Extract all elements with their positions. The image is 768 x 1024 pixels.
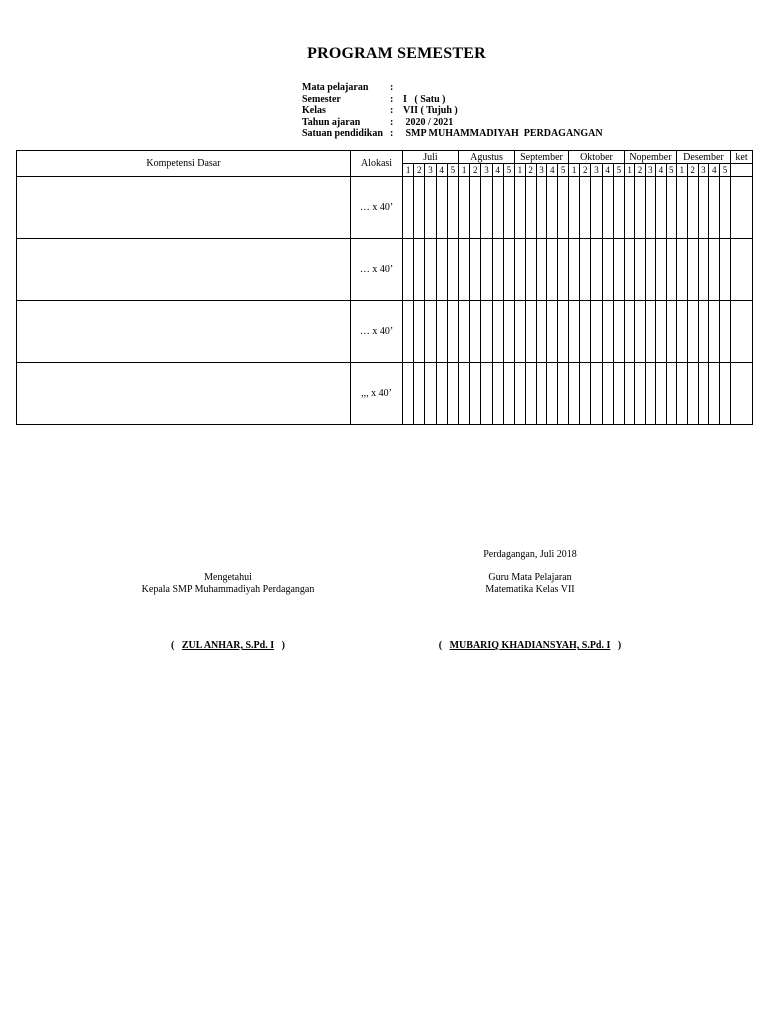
kompetensi-dasar-cell <box>17 239 351 301</box>
header-week-number: 4 <box>709 164 720 177</box>
header-week-number: 4 <box>492 164 503 177</box>
week-cell <box>470 301 481 363</box>
table-row <box>17 301 753 363</box>
header-week-number: 3 <box>425 164 436 177</box>
info-row-tahun-ajaran <box>302 117 603 129</box>
week-cell <box>503 177 514 239</box>
alokasi-cell: ,,, x 40’ <box>351 363 403 425</box>
week-cell <box>492 239 503 301</box>
info-label: Kelas <box>302 105 326 116</box>
info-colon: : <box>390 105 394 116</box>
week-cell <box>635 363 645 425</box>
week-cell <box>525 363 536 425</box>
week-cell <box>676 363 687 425</box>
week-cell <box>645 301 655 363</box>
left-paren-close: ) <box>281 640 285 651</box>
week-cell <box>459 363 470 425</box>
alokasi-cell: … x 40’ <box>351 239 403 301</box>
week-cell <box>676 301 687 363</box>
place-date: Perdagangan, Juli 2018 <box>483 549 577 560</box>
header-week-number: 1 <box>514 164 525 177</box>
right-signatory <box>418 640 642 651</box>
week-cell <box>470 177 481 239</box>
header-week-number: 3 <box>645 164 655 177</box>
week-cell <box>525 239 536 301</box>
week-cell <box>709 363 720 425</box>
week-cell <box>613 239 624 301</box>
week-cell <box>425 239 436 301</box>
week-cell <box>602 177 613 239</box>
page-title: PROGRAM SEMESTER <box>307 45 486 62</box>
week-cell <box>709 239 720 301</box>
week-cell <box>436 239 447 301</box>
week-cell <box>720 301 731 363</box>
week-cell <box>558 301 569 363</box>
week-cell <box>624 177 634 239</box>
left-paren-open: ( <box>171 640 175 651</box>
week-cell <box>503 239 514 301</box>
week-cell <box>676 177 687 239</box>
week-cell <box>687 363 698 425</box>
kompetensi-dasar-cell <box>17 301 351 363</box>
header-week-number: 5 <box>613 164 624 177</box>
header-week-number: 2 <box>635 164 645 177</box>
header-week-number: 5 <box>720 164 731 177</box>
header-week-number: 1 <box>459 164 470 177</box>
alokasi-cell: … x 40’ <box>351 177 403 239</box>
week-cell <box>580 301 591 363</box>
info-row-mata-pelajaran <box>302 82 603 94</box>
week-cell <box>558 177 569 239</box>
week-cell <box>698 177 709 239</box>
week-cell <box>525 301 536 363</box>
header-week-number: 2 <box>687 164 698 177</box>
ket-cell <box>730 239 752 301</box>
header-week-number: 3 <box>591 164 602 177</box>
header-ket-blank <box>730 164 752 177</box>
week-cell <box>481 301 492 363</box>
header-week-number: 5 <box>666 164 676 177</box>
week-cell <box>666 239 676 301</box>
table-header-row <box>17 151 753 164</box>
ket-cell <box>730 177 752 239</box>
week-cell <box>514 301 525 363</box>
header-week-number: 2 <box>580 164 591 177</box>
header-month: September <box>514 151 568 164</box>
week-cell <box>414 239 425 301</box>
week-cell <box>459 239 470 301</box>
ket-cell <box>730 363 752 425</box>
header-ket: ket <box>730 151 752 164</box>
header-week-number: 4 <box>602 164 613 177</box>
info-colon: : <box>390 128 394 139</box>
week-cell <box>425 363 436 425</box>
info-value: 2020 / 2021 <box>403 116 454 128</box>
week-cell <box>492 363 503 425</box>
week-cell <box>624 301 634 363</box>
info-value: I ( Satu ) <box>403 93 446 105</box>
right-sign-line1: Guru Mata Pelajaran <box>488 572 572 583</box>
week-cell <box>470 239 481 301</box>
header-week-number: 4 <box>547 164 558 177</box>
week-cell <box>698 363 709 425</box>
week-cell <box>536 301 547 363</box>
header-week-number: 1 <box>403 164 414 177</box>
week-cell <box>514 363 525 425</box>
header-month: Desember <box>676 151 730 164</box>
week-cell <box>514 239 525 301</box>
header-week-number: 3 <box>481 164 492 177</box>
week-cell <box>613 363 624 425</box>
header-week-number: 2 <box>414 164 425 177</box>
info-value: VII ( Tujuh ) <box>403 105 458 116</box>
week-cell <box>666 363 676 425</box>
week-cell <box>525 177 536 239</box>
week-cell <box>503 301 514 363</box>
header-month: Juli <box>403 151 459 164</box>
info-value: SMP MUHAMMADIYAH PERDAGANGAN <box>403 128 603 139</box>
header-week-number: 1 <box>568 164 579 177</box>
week-cell <box>436 301 447 363</box>
week-cell <box>624 239 634 301</box>
week-cell <box>547 177 558 239</box>
header-week-number: 2 <box>525 164 536 177</box>
week-cell <box>687 239 698 301</box>
week-cell <box>414 301 425 363</box>
week-cell <box>720 177 731 239</box>
week-cell <box>613 177 624 239</box>
week-cell <box>459 301 470 363</box>
left-sign-line1: Mengetahui <box>204 572 252 583</box>
week-cell <box>459 177 470 239</box>
week-cell <box>698 301 709 363</box>
header-week-number: 1 <box>624 164 634 177</box>
week-cell <box>656 177 666 239</box>
header-month: Agustus <box>459 151 515 164</box>
right-sign-line2: Matematika Kelas VII <box>485 583 575 595</box>
kompetensi-dasar-cell <box>17 363 351 425</box>
week-cell <box>403 363 414 425</box>
left-signature-block <box>128 572 328 595</box>
week-cell <box>580 363 591 425</box>
info-value <box>400 82 403 94</box>
left-signatory-name: ZUL ANHAR, S.Pd. I <box>181 640 275 651</box>
week-cell <box>547 239 558 301</box>
week-cell <box>568 239 579 301</box>
week-cell <box>720 363 731 425</box>
week-cell <box>447 177 458 239</box>
right-paren-close: ) <box>617 640 622 651</box>
week-cell <box>666 301 676 363</box>
week-cell <box>492 301 503 363</box>
week-cell <box>568 363 579 425</box>
right-signatory-name: MUBARIQ KHADIANSYAH, S.Pd. I <box>449 640 611 651</box>
week-cell <box>591 363 602 425</box>
week-cell <box>470 363 481 425</box>
schedule-table <box>16 150 753 425</box>
week-cell <box>403 301 414 363</box>
week-cell <box>591 301 602 363</box>
week-cell <box>613 301 624 363</box>
table-row <box>17 177 753 239</box>
week-cell <box>720 239 731 301</box>
header-alokasi: Alokasi <box>351 151 403 177</box>
week-cell <box>687 301 698 363</box>
week-cell <box>602 301 613 363</box>
week-cell <box>568 177 579 239</box>
week-cell <box>403 177 414 239</box>
week-cell <box>558 239 569 301</box>
week-cell <box>425 301 436 363</box>
week-cell <box>656 239 666 301</box>
header-week-number: 4 <box>436 164 447 177</box>
week-cell <box>481 177 492 239</box>
left-signatory <box>128 640 328 651</box>
info-colon: : <box>390 116 394 128</box>
week-cell <box>602 239 613 301</box>
table-row <box>17 363 753 425</box>
header-week-number: 3 <box>536 164 547 177</box>
week-cell <box>645 363 655 425</box>
week-cell <box>536 239 547 301</box>
week-cell <box>580 239 591 301</box>
info-label: Mata pelajaran <box>302 82 369 93</box>
header-week-number: 1 <box>676 164 687 177</box>
header-week-number: 2 <box>470 164 481 177</box>
ket-cell <box>730 301 752 363</box>
week-cell <box>687 177 698 239</box>
right-paren-open: ( <box>438 640 443 651</box>
week-cell <box>558 363 569 425</box>
week-cell <box>656 363 666 425</box>
week-cell <box>645 239 655 301</box>
info-label: Satuan pendidikan <box>302 128 383 139</box>
info-row-semester <box>302 94 603 106</box>
week-cell <box>591 177 602 239</box>
header-week-number: 5 <box>447 164 458 177</box>
table-row <box>17 239 753 301</box>
right-signature-block <box>430 572 630 595</box>
week-cell <box>547 363 558 425</box>
week-cell <box>591 239 602 301</box>
week-cell <box>624 363 634 425</box>
header-week-number: 5 <box>503 164 514 177</box>
info-block <box>302 82 603 140</box>
week-cell <box>481 239 492 301</box>
week-cell <box>698 239 709 301</box>
week-cell <box>635 301 645 363</box>
header-week-number: 4 <box>656 164 666 177</box>
week-cell <box>492 177 503 239</box>
week-cell <box>656 301 666 363</box>
week-cell <box>414 177 425 239</box>
week-cell <box>666 177 676 239</box>
week-cell <box>547 301 558 363</box>
alokasi-cell: … x 40’ <box>351 301 403 363</box>
week-cell <box>709 301 720 363</box>
left-sign-line2: Kepala SMP Muhammadiyah Perdagangan <box>141 583 315 595</box>
week-cell <box>503 363 514 425</box>
week-cell <box>676 239 687 301</box>
info-colon: : <box>390 82 394 93</box>
week-cell <box>481 363 492 425</box>
header-month: Oktober <box>568 151 624 164</box>
week-cell <box>447 301 458 363</box>
week-cell <box>602 363 613 425</box>
week-cell <box>436 177 447 239</box>
header-month: Nopember <box>624 151 676 164</box>
info-label: Semester <box>302 93 341 105</box>
week-cell <box>536 363 547 425</box>
info-row-kelas <box>302 105 603 117</box>
week-cell <box>447 239 458 301</box>
week-cell <box>635 239 645 301</box>
week-cell <box>403 239 414 301</box>
week-cell <box>568 301 579 363</box>
info-label: Tahun ajaran <box>302 116 361 128</box>
week-cell <box>414 363 425 425</box>
week-cell <box>536 177 547 239</box>
week-cell <box>436 363 447 425</box>
week-cell <box>580 177 591 239</box>
header-kompetensi-dasar: Kompetensi Dasar <box>17 151 351 177</box>
week-cell <box>514 177 525 239</box>
kompetensi-dasar-cell <box>17 177 351 239</box>
week-cell <box>425 177 436 239</box>
header-week-number: 3 <box>698 164 709 177</box>
week-cell <box>447 363 458 425</box>
info-row-satuan-pendidikan <box>302 128 603 140</box>
header-week-number: 5 <box>558 164 569 177</box>
week-cell <box>645 177 655 239</box>
week-cell <box>635 177 645 239</box>
info-colon: : <box>390 93 394 105</box>
week-cell <box>709 177 720 239</box>
